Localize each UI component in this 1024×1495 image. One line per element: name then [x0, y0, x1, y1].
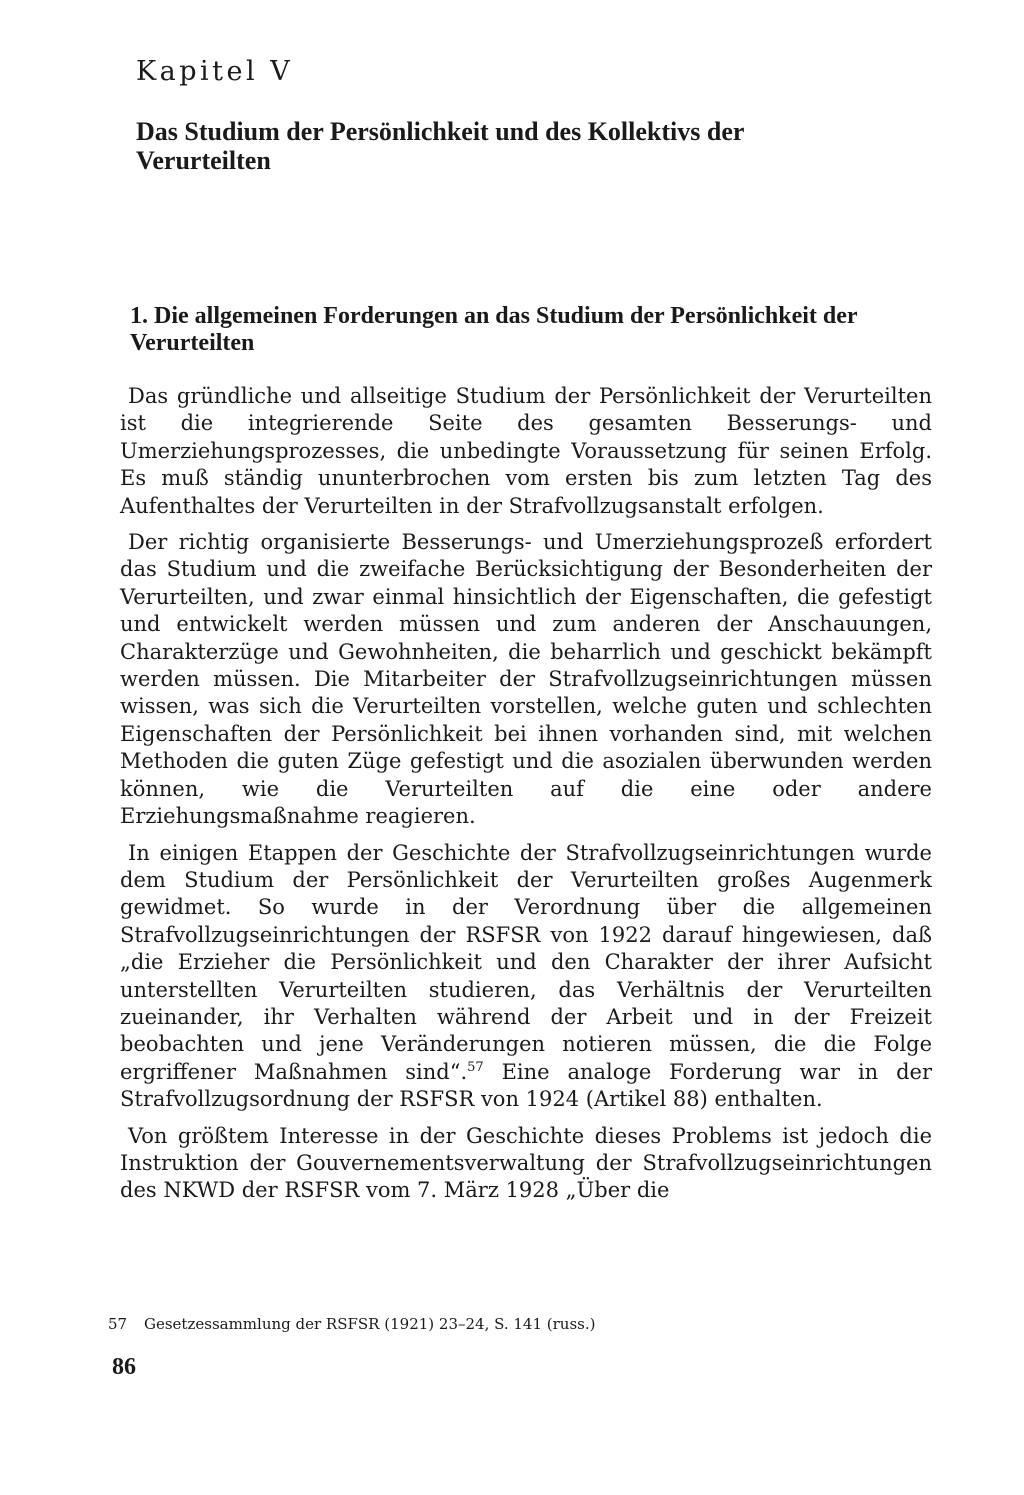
body-text: [120, 383, 932, 1214]
paragraph-3-text: In einigen Etappen der Geschichte der Strafvollzugseinrichtungen wurde dem Studium der Persönlichkeit der Verurteilten großes Augenmerk gewidmet. So wurde in der Verordnung über die allgemeinen Strafvollzugseinrichtungen der RSFSR von 1922 darauf hingewiesen, daß „die Erzieher die Persönlichkeit und den Charakter der ihrer Aufsicht unterstellten Verurteilten studieren, das Verhältnis der Verurteilten zueinander, ihr Verhalten während der Arbeit und in der Freizeit beobachten und jene Veränderungen notieren müssen, die die Folge ergriffener Maßnahmen sind“.: [120, 840, 932, 1084]
chapter-label: Kapitel V: [136, 56, 294, 87]
page-number: 86: [112, 1354, 136, 1380]
paragraph-2: Der richtig organisierte Besserungs- und Umerziehungsprozeß erfordert das Studium und die zweifache Berücksichtigung der Besonderheiten der Verurteilten, und zwar einmal hinsichtlich der Eigenschaften, die gefestigt und entwickelt werden müssen und zum anderen der Anschauungen, Charakterzüge und Gewohnheiten, die beharrlich und geschickt bekämpft werden müssen. Die Mitarbeiter der Strafvollzugseinrichtungen müssen wissen, was sich die Verurteilten vorstellen, welche guten und schlechten Eigenschaften der Persönlichkeit bei ihnen vorhanden sind, mit welchen Methoden die guten Züge gefestigt und die asozialen überwunden werden können, wie die Verurteilten auf die eine oder andere Erziehungsmaßnahme reagieren.: [120, 530, 932, 829]
paragraph-4: Von größtem Interesse in der Geschichte dieses Problems ist jedoch die Instruktion der Gouvernementsverwaltung der Strafvollzugseinrichtungen des NKWD der RSFSR vom 7. März 1928 „Über die: [120, 1123, 932, 1203]
footnote-number: 57: [108, 1315, 128, 1333]
footnote: [108, 1314, 928, 1334]
paragraph-1: Das gründliche und allseitige Studium der Persönlichkeit der Verurteilten ist die integrierende Seite des gesamten Besserungs- und Umerziehungsprozesses, die unbedingte Voraussetzung für seinen Erfolg. Es muß ständig ununterbrochen vom ersten bis zum letzten Tag des Aufenthaltes der Verurteilten in der Strafvollzugsanstalt erfolgen.: [120, 384, 932, 518]
paragraph-3: [120, 840, 932, 1114]
section-title: 1. Die allgemeinen Forderungen an das Studium der Persönlichkeit der Verurteilten: [130, 303, 858, 356]
footnote-text: Gesetzessammlung der RSFSR (1921) 23–24, S. 141 (russ.): [144, 1315, 596, 1333]
footnote-reference[interactable]: 57: [467, 1059, 484, 1075]
paragraph-3-text-continued: Eine analoge Forderung war in der Strafvollzugsordnung der RSFSR von 1924 (Artikel 88) enthalten.: [120, 1059, 932, 1112]
chapter-title: Das Studium der Persönlichkeit und des Kollektivs der Verurteilten: [136, 117, 744, 175]
